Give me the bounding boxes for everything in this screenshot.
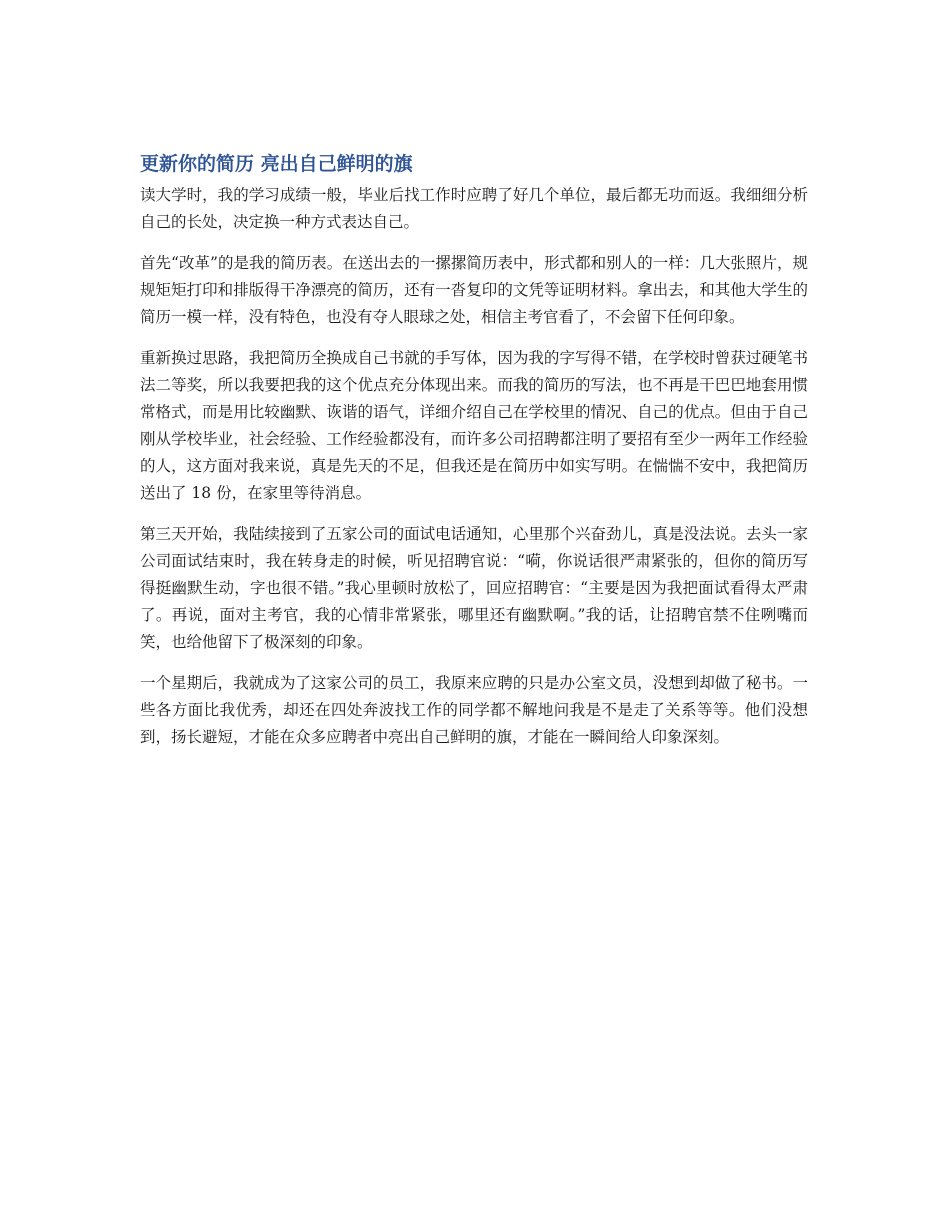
paragraph-4: 第三天开始，我陆续接到了五家公司的面试电话通知，心里那个兴奋劲儿，真是没法说。去头一家公司面试结束时，我在转身走的时候，听见招聘官说：“嗬，你说话很严肃紧张的，但你的简历写得挺幽默生动，字也很不错。”我心里顿时放松了，回应招聘官：“主要是因为我把面试看得太严肃了。再说，面对主考官，我的心情非常紧张，哪里还有幽默啊。”我的话，让招聘官禁不住咧嘴而笑，也给他留下了极深刻的印象。 [140,525,808,651]
paragraph-3: 重新换过思路，我把简历全换成自己书就的手写体，因为我的字写得不错，在学校时曾获过硬笔书法二等奖，所以我要把我的这个优点充分体现出来。而我的简历的写法，也不再是干巴巴地套用惯常格式，而是用比较幽默、诙谐的语气，详细介绍自己在学校里的情况、自己的优点。但由于自己刚从学校毕业，社会经验、工作经验都没有，而许多公司招聘都注明了要招有至少一两年工作经验的人，这方面对我来说，真是先天的不足，但我还是在简历中如实写明。在惴惴不安中，我把简历送出了 18 份，在家里等待消息。 [140,349,808,502]
paragraph-2: 首先“改革”的是我的简历表。在送出去的一摞摞简历表中，形式都和别人的一样：几大张照片，规规矩矩打印和排版得干净漂亮的简历，还有一沓复印的文凭等证明材料。拿出去，和其他大学生的简历一模一样，没有特色，也没有夺人眼球之处，相信主考官看了，不会留下任何印象。 [140,254,808,326]
document-page [140,150,808,765]
document-title: 更新你的简历 亮出自己鲜明的旗 [140,153,413,175]
paragraph-1: 读大学时，我的学习成绩一般，毕业后找工作时应聘了好几个单位，最后都无功而返。我细细分析自己的长处，决定换一种方式表达自己。 [140,186,808,231]
paragraph-5: 一个星期后，我就成为了这家公司的员工，我原来应聘的只是办公室文员，没想到却做了秘书。一些各方面比我优秀，却还在四处奔波找工作的同学都不解地问我是不是走了关系等等。他们没想到，扬长避短，才能在众多应聘者中亮出自己鲜明的旗，才能在一瞬间给人印象深刻。 [140,674,808,746]
